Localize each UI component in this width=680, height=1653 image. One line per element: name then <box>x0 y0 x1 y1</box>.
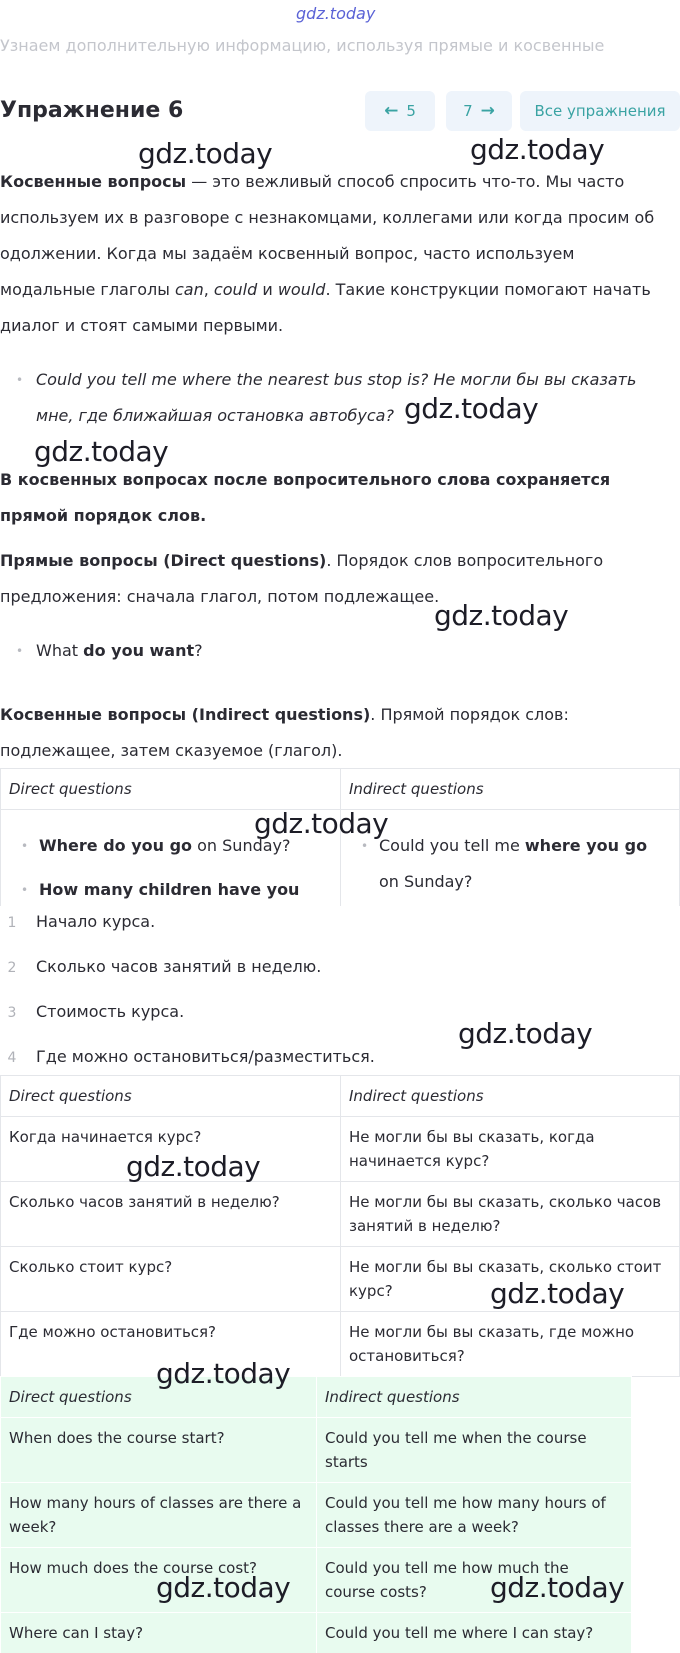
example-bullet-1 <box>18 362 668 434</box>
t1-d2-bold: How many children have you <box>39 880 300 899</box>
table-2-indirect-cell: Не могли бы вы сказать, сколько часов занятий в неделю? <box>341 1182 680 1247</box>
direct-paragraph <box>0 543 670 615</box>
table-row <box>1 1418 632 1483</box>
table-2-direct-cell: Где можно остановиться? <box>1 1312 341 1377</box>
table-1-indirect-cell <box>341 810 680 907</box>
example-2-post: ? <box>194 641 203 660</box>
table-row <box>1 1117 680 1182</box>
page-title: Упражнение 6 <box>0 98 184 123</box>
table-1-direct-item-1 <box>9 828 332 864</box>
indirect-paragraph <box>0 697 670 769</box>
intro-paragraph <box>0 164 670 344</box>
table-3-direct-cell: Where can I stay? <box>1 1613 317 1653</box>
table-2-head-direct: Direct questions <box>1 1076 341 1117</box>
intro-term: Косвенные вопросы <box>0 172 187 191</box>
rule-paragraph: В косвенных вопросах после вопросительного слова сохраняется прямой порядок слов. <box>0 470 611 525</box>
watermark: gdz.today <box>490 1571 625 1604</box>
table-row <box>1 1613 632 1653</box>
arrow-left-icon: ← <box>384 101 399 121</box>
table-row <box>1 1483 632 1548</box>
table-3-indirect-cell: Could you tell me where I can stay? <box>317 1613 632 1653</box>
table-1-clip <box>0 768 680 906</box>
list-item <box>0 1047 375 1066</box>
table-3-head-indirect: Indirect questions <box>317 1377 632 1418</box>
t1-i1-rest: on Sunday? <box>379 872 473 891</box>
watermark: gdz.today <box>156 1357 291 1390</box>
watermark: gdz.today <box>156 1571 291 1604</box>
intro-comma: , <box>203 280 214 299</box>
t1-i1-bold: where you go <box>524 836 648 855</box>
list-text: Начало курса. <box>36 912 156 931</box>
table-2-indirect-cell: Не могли бы вы сказать, сколько стоит курс? <box>341 1247 680 1312</box>
table-2-indirect-cell: Не могли бы вы сказать, когда начинается курс? <box>341 1117 680 1182</box>
indirect-term: Косвенные вопросы (Indirect questions) <box>0 705 371 724</box>
table-row <box>1 1247 680 1312</box>
table-1-head-direct: Direct questions <box>1 769 341 810</box>
table-1-direct-item-2 <box>9 872 332 906</box>
all-exercises-button[interactable] <box>520 91 680 131</box>
table-3-indirect-cell: Could you tell me when the course starts <box>317 1418 632 1483</box>
table-row <box>1 1182 680 1247</box>
example-2-bold: do you want <box>83 641 195 660</box>
modal-can: can <box>174 280 204 299</box>
site-watermark: gdz.today <box>296 4 376 23</box>
list-item <box>0 912 155 931</box>
table-3-direct-cell: How many hours of classes are there a week? <box>1 1483 317 1548</box>
list-number: 3 <box>7 1005 17 1021</box>
direct-term: Прямые вопросы (Direct questions) <box>0 551 327 570</box>
watermark: gdz.today <box>138 137 273 170</box>
list-item <box>0 1002 184 1021</box>
example-2-pre: What <box>36 641 84 660</box>
table-3-indirect-cell: Could you tell me how many hours of classes there are a week? <box>317 1483 632 1548</box>
table-3-indirect-cell: Could you tell me how much the course costs? <box>317 1548 632 1613</box>
t1-i1-pre: Could you tell me <box>379 836 525 855</box>
watermark: gdz.today <box>434 599 569 632</box>
modal-could: could <box>213 280 258 299</box>
list-number: 4 <box>7 1050 17 1066</box>
table-2 <box>0 1075 680 1377</box>
watermark: gdz.today <box>34 435 169 468</box>
list-text: Сколько часов занятий в неделю. <box>36 957 322 976</box>
table-2-indirect-cell: Не могли бы вы сказать, где можно остановиться? <box>341 1312 680 1377</box>
next-exercise-button[interactable] <box>446 91 512 131</box>
page-subtitle: Узнаем дополнительную информацию, используя прямые и косвенные <box>0 36 605 55</box>
watermark: gdz.today <box>470 133 605 166</box>
modal-would: would <box>277 280 326 299</box>
next-exercise-label: 7 <box>463 102 473 120</box>
table-2-direct-cell: Сколько часов занятий в неделю? <box>1 1182 341 1247</box>
prev-exercise-label: 5 <box>406 102 416 120</box>
table-1-direct-cell <box>1 810 341 907</box>
table-3-direct-cell: How much does the course cost? <box>1 1548 317 1613</box>
intro-text-2: . Такие конструкции помогают начать диалог и стоят самыми первыми. <box>0 280 651 335</box>
table-3-head-direct: Direct questions <box>1 1377 317 1418</box>
intro-and: и <box>257 280 278 299</box>
table-2-direct-cell: Сколько стоит курс? <box>1 1247 341 1312</box>
table-2-direct-cell: Когда начинается курс? <box>1 1117 341 1182</box>
watermark: gdz.today <box>126 1150 261 1183</box>
table-3-direct-cell: When does the course start? <box>1 1418 317 1483</box>
intro-text-1: — это вежливый способ спросить что-то. Мы часто используем их в разговоре с незнакомцами, коллегами или когда просим об одолжении. Когда мы задаём косвенный вопрос, часто используем модальные глаголы <box>0 172 655 299</box>
arrow-right-icon: → <box>480 101 495 121</box>
example-1-text: • Could you tell me where the nearest bus stop is? Не могли бы вы сказать мне, где ближайшая остановка автобуса? <box>36 370 637 425</box>
watermark: gdz.today <box>254 807 389 840</box>
list-text: Стоимость курса. <box>36 1002 185 1021</box>
list-item <box>0 957 321 976</box>
direct-text: . Порядок слов вопросительного предложения: сначала глагол, потом подлежащее. <box>0 551 604 606</box>
list-number: 1 <box>7 915 17 931</box>
t1-d1-rest: on Sunday? <box>192 836 291 855</box>
table-3 <box>0 1376 632 1653</box>
indirect-text: . Прямой порядок слов: подлежащее, затем сказуемое (глагол). <box>0 705 569 760</box>
all-exercises-label: Все упражнения <box>534 102 666 120</box>
watermark: gdz.today <box>404 392 539 425</box>
table-1-indirect-item-1 <box>349 828 671 900</box>
table-row <box>1 1548 632 1613</box>
table-2-head-indirect: Indirect questions <box>341 1076 680 1117</box>
example-bullet-2 <box>18 633 618 669</box>
watermark: gdz.today <box>458 1017 593 1050</box>
prev-exercise-button[interactable] <box>365 91 435 131</box>
t1-d1-bold: Where do you go <box>39 836 193 855</box>
table-row <box>1 1312 680 1377</box>
list-number: 2 <box>7 960 17 976</box>
watermark: gdz.today <box>490 1277 625 1310</box>
example-2-text <box>18 633 618 669</box>
table-1 <box>0 768 680 906</box>
table-1-head-indirect: Indirect questions <box>341 769 680 810</box>
list-text: Где можно остановиться/разместиться. <box>36 1047 375 1066</box>
